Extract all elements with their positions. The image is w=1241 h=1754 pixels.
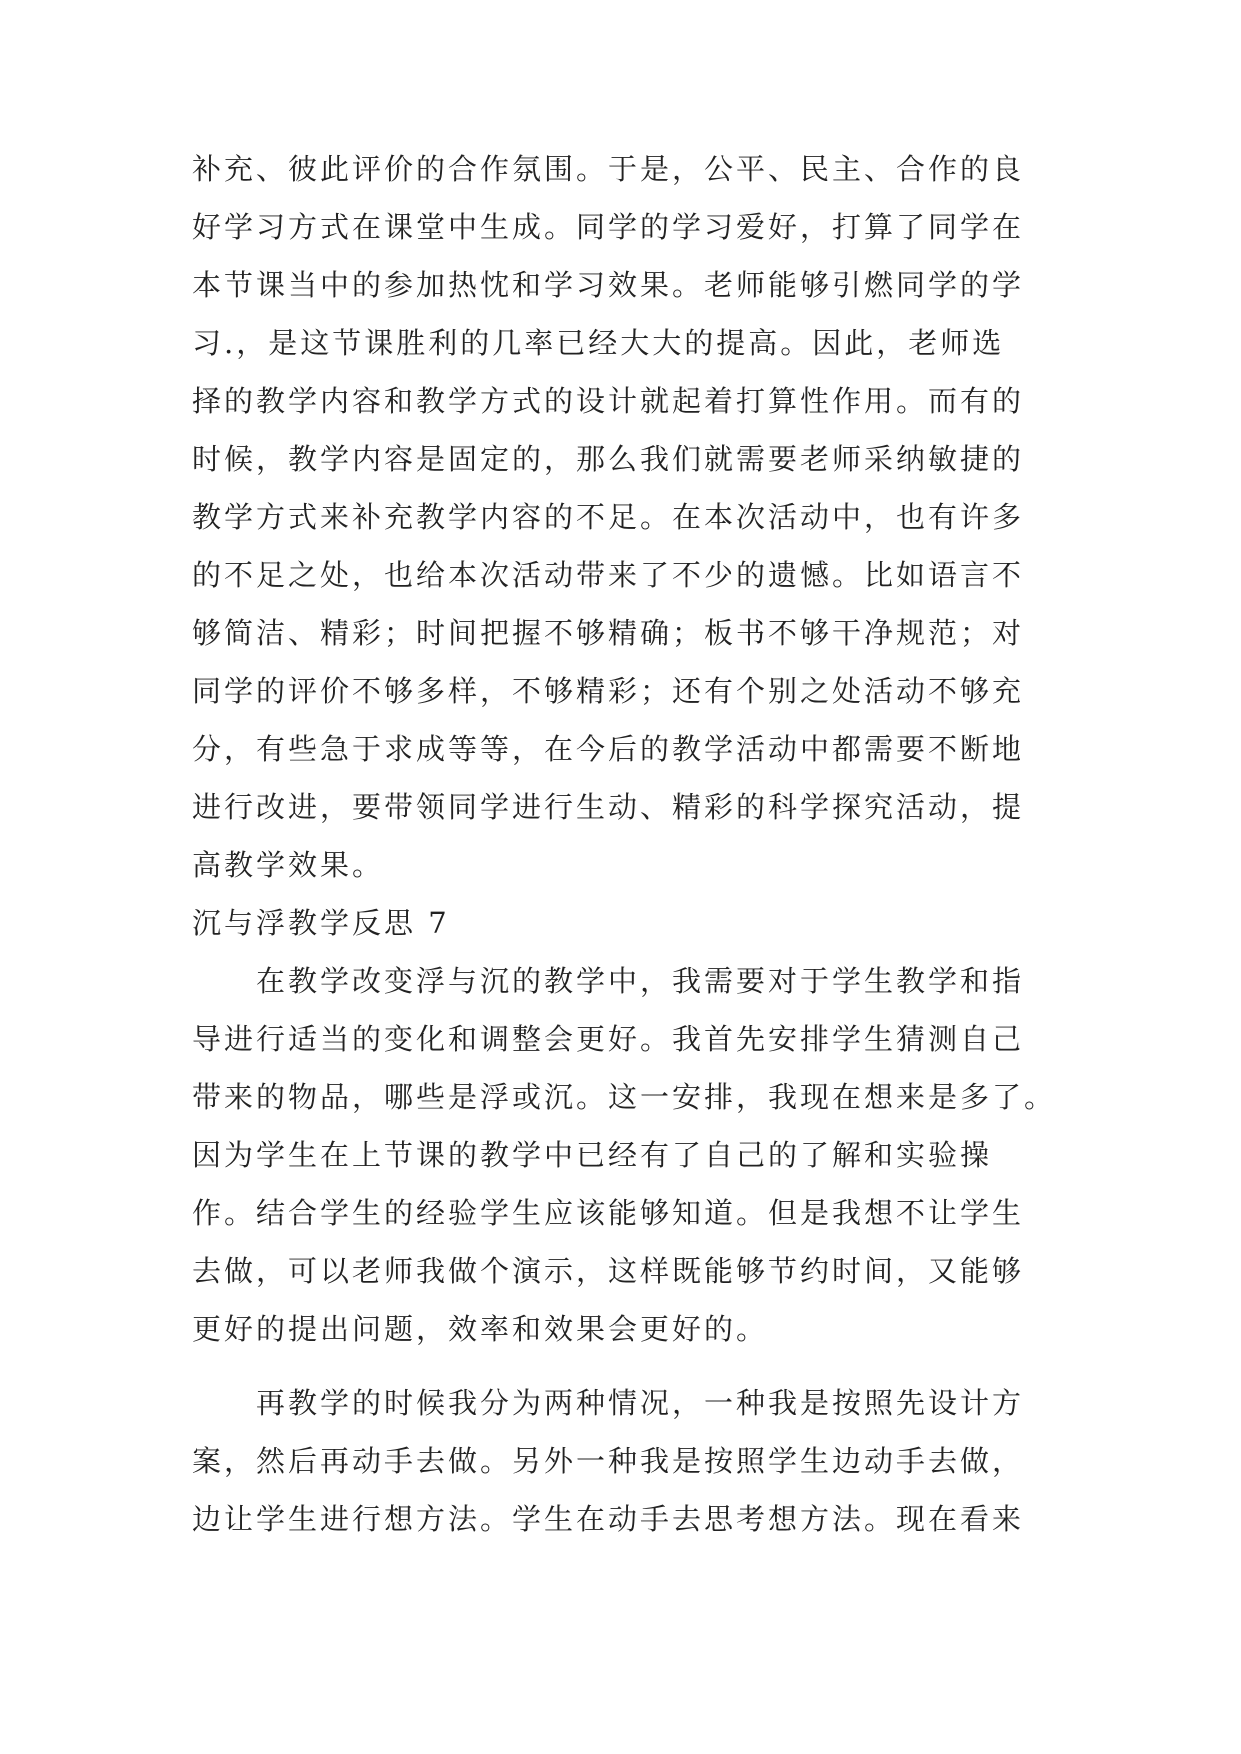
text-line: 带来的物品，哪些是浮或沉。这一安排，我现在想来是多了。 xyxy=(192,1080,1057,1114)
text-line: 在教学改变浮与沉的教学中，我需要对于学生教学和指 xyxy=(256,964,1025,998)
text-line: 习.，是这节课胜利的几率已经大大的提高。因此，老师选 xyxy=(192,326,1005,360)
text-line: 的不足之处，也给本次活动带来了不少的遗憾。比如语言不 xyxy=(192,558,1025,592)
text-line: 够简洁、精彩；时间把握不够精确；板书不够干净规范；对 xyxy=(192,616,1025,650)
continued-paragraph xyxy=(192,140,1057,1548)
text-line: 高教学效果。 xyxy=(192,848,385,882)
section-heading: 沉与浮教学反思 7 xyxy=(192,906,450,940)
text-line: 择的教学内容和教学方式的设计就起着打算性作用。而有的 xyxy=(192,384,1025,418)
text-line: 再教学的时候我分为两种情况，一种我是按照先设计方 xyxy=(256,1386,1025,1420)
paragraph-spacer xyxy=(192,1358,1054,1374)
text-line: 教学方式来补充教学内容的不足。在本次活动中，也有许多 xyxy=(192,500,1025,534)
text-line: 去做，可以老师我做个演示，这样既能够节约时间，又能够 xyxy=(192,1254,1025,1288)
text-line: 同学的评价不够多样，不够精彩；还有个别之处活动不够充 xyxy=(192,674,1025,708)
text-line: 好学习方式在课堂中生成。同学的学习爱好，打算了同学在 xyxy=(192,210,1025,244)
text-line: 案，然后再动手去做。另外一种我是按照学生边动手去做， xyxy=(192,1444,1025,1478)
text-line: 本节课当中的参加热忱和学习效果。老师能够引燃同学的学 xyxy=(192,268,1025,302)
text-line: 作。结合学生的经验学生应该能够知道。但是我想不让学生 xyxy=(192,1196,1025,1230)
text-line: 边让学生进行想方法。学生在动手去思考想方法。现在看来 xyxy=(192,1502,1025,1536)
text-line: 补充、彼此评价的合作氛围。于是，公平、民主、合作的良 xyxy=(192,152,1025,186)
text-line: 导进行适当的变化和调整会更好。我首先安排学生猜测自己 xyxy=(192,1022,1025,1056)
text-line: 分，有些急于求成等等，在今后的教学活动中都需要不断地 xyxy=(192,732,1025,766)
text-line: 时候，教学内容是固定的，那么我们就需要老师采纳敏捷的 xyxy=(192,442,1025,476)
text-line: 更好的提出问题，效率和效果会更好的。 xyxy=(192,1312,769,1346)
text-line: 因为学生在上节课的教学中已经有了自己的了解和实验操 xyxy=(192,1138,993,1172)
text-line: 进行改进，要带领同学进行生动、精彩的科学探究活动，提 xyxy=(192,790,1025,824)
